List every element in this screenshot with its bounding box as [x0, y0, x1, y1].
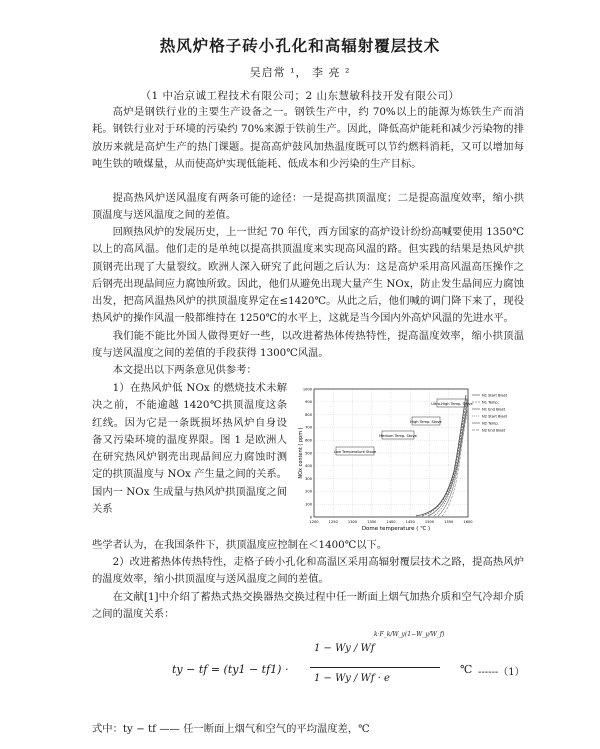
- legend-label: N2 End Blast: [482, 428, 506, 433]
- x-tick-label: 1200: [309, 520, 319, 524]
- y-tick-label: 0: [309, 515, 312, 520]
- paragraph-reference: 在文献[1]中介绍了蓄热式热交换器热交换过程中任一断面上烟气加热介质和空气冷却介质之间的温度关系：: [92, 591, 524, 621]
- formula-fraction-bar: [310, 667, 440, 668]
- formula-where-line: 式中：ty − tf —— 任一断面上烟气和空气的平均温度差，℃: [92, 723, 370, 735]
- x-tick-label: 1550: [444, 520, 454, 524]
- y-tick-label: 100: [305, 502, 312, 507]
- legend-label: N1 Temp.: [482, 400, 499, 405]
- formula-lhs: ty − tf = (ty1 − tf1) ·: [172, 663, 289, 676]
- paragraph-history: 回顾热风炉的发展历史，上一世纪 70 年代，西方国家的高炉设计纷纷高喊要使用 1350℃以上的高风温。他们走的是单纯以提高拱顶温度来实现高风温的路。但实践的结果是热风炉拱顶钢壳出现了大量裂纹。欧洲人深入研究了此问题之后认为：这是高炉采用高风温高压操作之后钢壳出现晶间应力腐蚀所致。因此，他们从避免出现大量产生 NOx，防止发生晶间应力腐蚀出发，把高风温热风炉的拱顶温度界定在≤1420℃。从此之后，他们喊的调门降下来了，现役热风炉的操作风温一般都维持在 1250℃的水平上，这就是当今国内外高炉风温的先进水平。: [92, 226, 524, 325]
- zone-low-label: Low Temperature Stove: [333, 450, 377, 454]
- figure-ylabel: NOx content ( ppm ): [298, 427, 304, 479]
- zone-high-label: High Temp. Stove: [410, 420, 442, 424]
- formula-numerator: 1 − Wy / Wf: [314, 643, 375, 654]
- legend-label: N2 Temp.: [482, 421, 499, 426]
- x-tick-label: 1300: [347, 520, 358, 524]
- y-tick-label: 900: [305, 400, 312, 405]
- authors-line: 吴启常 ¹， 李 亮 ²: [249, 66, 351, 79]
- x-tick-label: 1350: [367, 520, 377, 524]
- y-tick-label: 200: [305, 489, 312, 494]
- paragraph-point-1: 1）在热风炉低 NOx 的燃烧技术未解决之前，不能逾越 1420℃拱顶温度这条红线。因为它是一条既损坏热风炉自身设备又污染环境的温度界限。图 1 是欧洲人在研究热风炉钢壳出现晶间应力腐蚀时测定的拱顶温度与 NOx 产生量之间的关系。国内一 NOx 生成量与热风炉拱顶温度之间关系: [92, 382, 287, 516]
- paragraph-point-2: 2）改进蓄热体传热特性，走格子砖小孔化和高温区采用高辐射覆层技术之路，提高热风炉的温度效率，缩小拱顶温度与送风温度之间的差值。: [92, 556, 524, 586]
- formula-exponent: k·F_k/W_y(1−W_y/W_f): [374, 631, 445, 638]
- y-tick-label: 700: [305, 425, 312, 430]
- x-tick-label: 1250: [328, 520, 338, 524]
- figure-nox-vs-dome-temperature: [296, 381, 526, 533]
- y-tick-label: 1000: [302, 387, 312, 392]
- x-tick-label: 1500: [424, 520, 435, 524]
- zone-medium-label: Medium Temp. Stove: [379, 434, 417, 438]
- paragraph-proposal: 本文提出以下两条意见供参考：: [112, 364, 257, 376]
- y-tick-label: 500: [305, 451, 312, 456]
- zone-ultra-label: Ultra-High Temp. Stove: [431, 402, 473, 406]
- figure-xlabel: Dome temperature ( ℃ ): [361, 526, 431, 532]
- legend-label: N1 Start Blast: [482, 393, 507, 398]
- paper-title: 热风炉格子砖小孔化和高辐射覆层技术: [159, 36, 441, 55]
- paragraph-intro: 高炉是钢铁行业的主要生产设备之一。钢铁生产中，约 70%以上的能源为炼铁生产而消耗。钢铁行业对于环境的污染约 70%来源于铁前生产。因此，降低高炉能耗和减少污染物的排放历来就是高炉生产的热门课题。提高高炉鼓风加热温度既可以节约燃料消耗，又可以增加每吨生铁的喷煤量，从而使高炉实现低能耗、低成本和少污染的生产目标。: [92, 106, 524, 170]
- y-tick-label: 600: [305, 438, 312, 443]
- y-tick-label: 400: [305, 464, 312, 469]
- x-tick-label: 1400: [386, 520, 396, 524]
- legend-label: N2 Start Blast: [482, 414, 507, 419]
- formula-1: [92, 631, 524, 709]
- formula-number: ------（1）: [478, 667, 525, 678]
- y-tick-label: 800: [305, 412, 312, 417]
- paragraph-scholars: 些学者认为，在我国条件下，拱顶温度应控制在＜1400℃以下。: [92, 539, 388, 551]
- y-tick-label: 300: [305, 476, 312, 481]
- formula-unit: ℃: [460, 663, 473, 676]
- legend-label: N1 End Blast: [482, 407, 506, 412]
- figure-x-ticks: [309, 520, 473, 524]
- paragraph-approaches: 提高热风炉送风温度有两条可能的途径：一是提高拱顶温度；二是提高温度效率，缩小拱顶温度与送风温度之间的差值。: [92, 192, 524, 222]
- affiliation-line: （1 中冶京诚工程技术有限公司；2 山东慧敏科技开发有限公司）: [140, 90, 460, 102]
- paragraph-question: 我们能不能比外国人做得更好一些，以改进蓄热体传热特性，提高温度效率，缩小拱顶温度与送风温度之间的差值的手段获得 1300℃风温。: [92, 330, 524, 360]
- formula-denominator: 1 − Wy / Wf · e: [314, 673, 390, 684]
- x-tick-label: 1450: [405, 520, 415, 524]
- x-tick-label: 1600: [463, 520, 473, 524]
